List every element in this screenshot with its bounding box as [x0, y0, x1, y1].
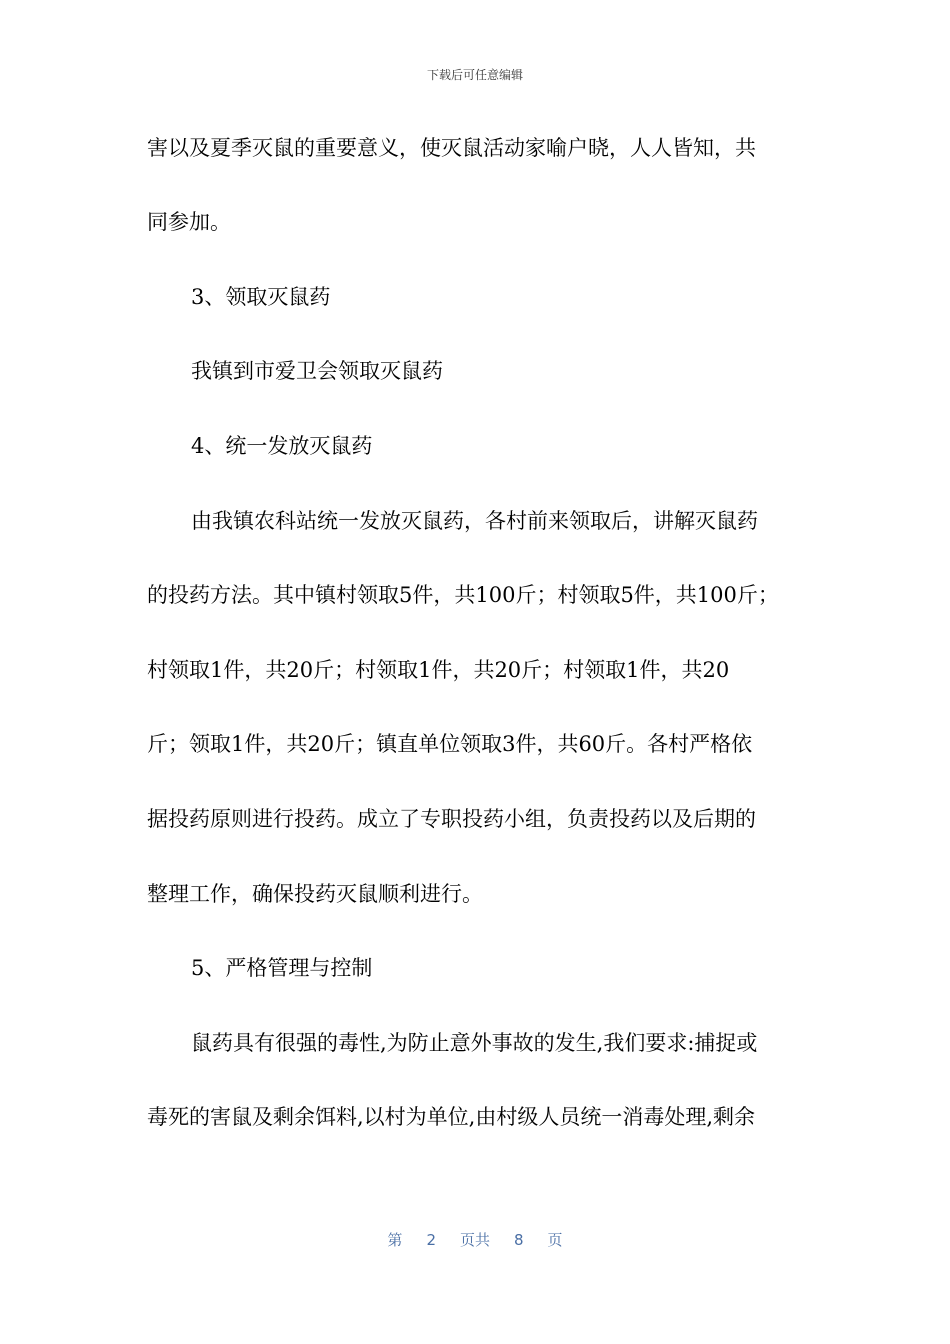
body-line-14: 毒死的害鼠及剩余饵料,以村为单位,由村级人员统一消毒处理,剩余	[147, 1105, 756, 1129]
body-line-1: 害以及夏季灭鼠的重要意义，使灭鼠活动家喻户晓，人人皆知，共	[147, 136, 756, 160]
body-line-10: 据投药原则进行投药。成立了专职投药小组，负责投药以及后期的	[147, 807, 756, 831]
section-heading-4: 4、统一发放灭鼠药	[191, 434, 373, 458]
section-heading-3: 3、领取灭鼠药	[191, 285, 331, 309]
body-line-13: 鼠药具有很强的毒性,为防止意外事故的发生,我们要求:捕捉或	[191, 1031, 758, 1055]
body-line-8: 村领取1件，共20斤；村领取1件，共20斤；村领取1件，共20	[147, 658, 730, 682]
section-heading-5: 5、严格管理与控制	[191, 956, 373, 980]
footer-suffix: 页	[547, 1231, 563, 1249]
body-line-4: 我镇到市爱卫会领取灭鼠药	[191, 359, 443, 383]
body-line-11: 整理工作，确保投药灭鼠顺利进行。	[147, 882, 483, 906]
body-line-6: 由我镇农科站统一发放灭鼠药，各村前来领取后，讲解灭鼠药	[191, 509, 758, 533]
footer-page-number: 2	[426, 1231, 436, 1249]
footer-prefix: 第	[387, 1231, 403, 1249]
body-line-7: 的投药方法。其中镇村领取5件，共100斤；村领取5件，共100斤；	[147, 583, 779, 607]
page-header: 下载后可任意编辑	[426, 68, 523, 82]
body-line-2: 同参加。	[147, 210, 231, 234]
footer-middle: 页共	[459, 1231, 490, 1249]
body-line-9: 斤；领取1件，共20斤；镇直单位领取3件，共60斤。各村严格依	[147, 732, 753, 756]
footer-total-pages: 8	[514, 1231, 524, 1249]
page-footer	[0, 1229, 950, 1250]
